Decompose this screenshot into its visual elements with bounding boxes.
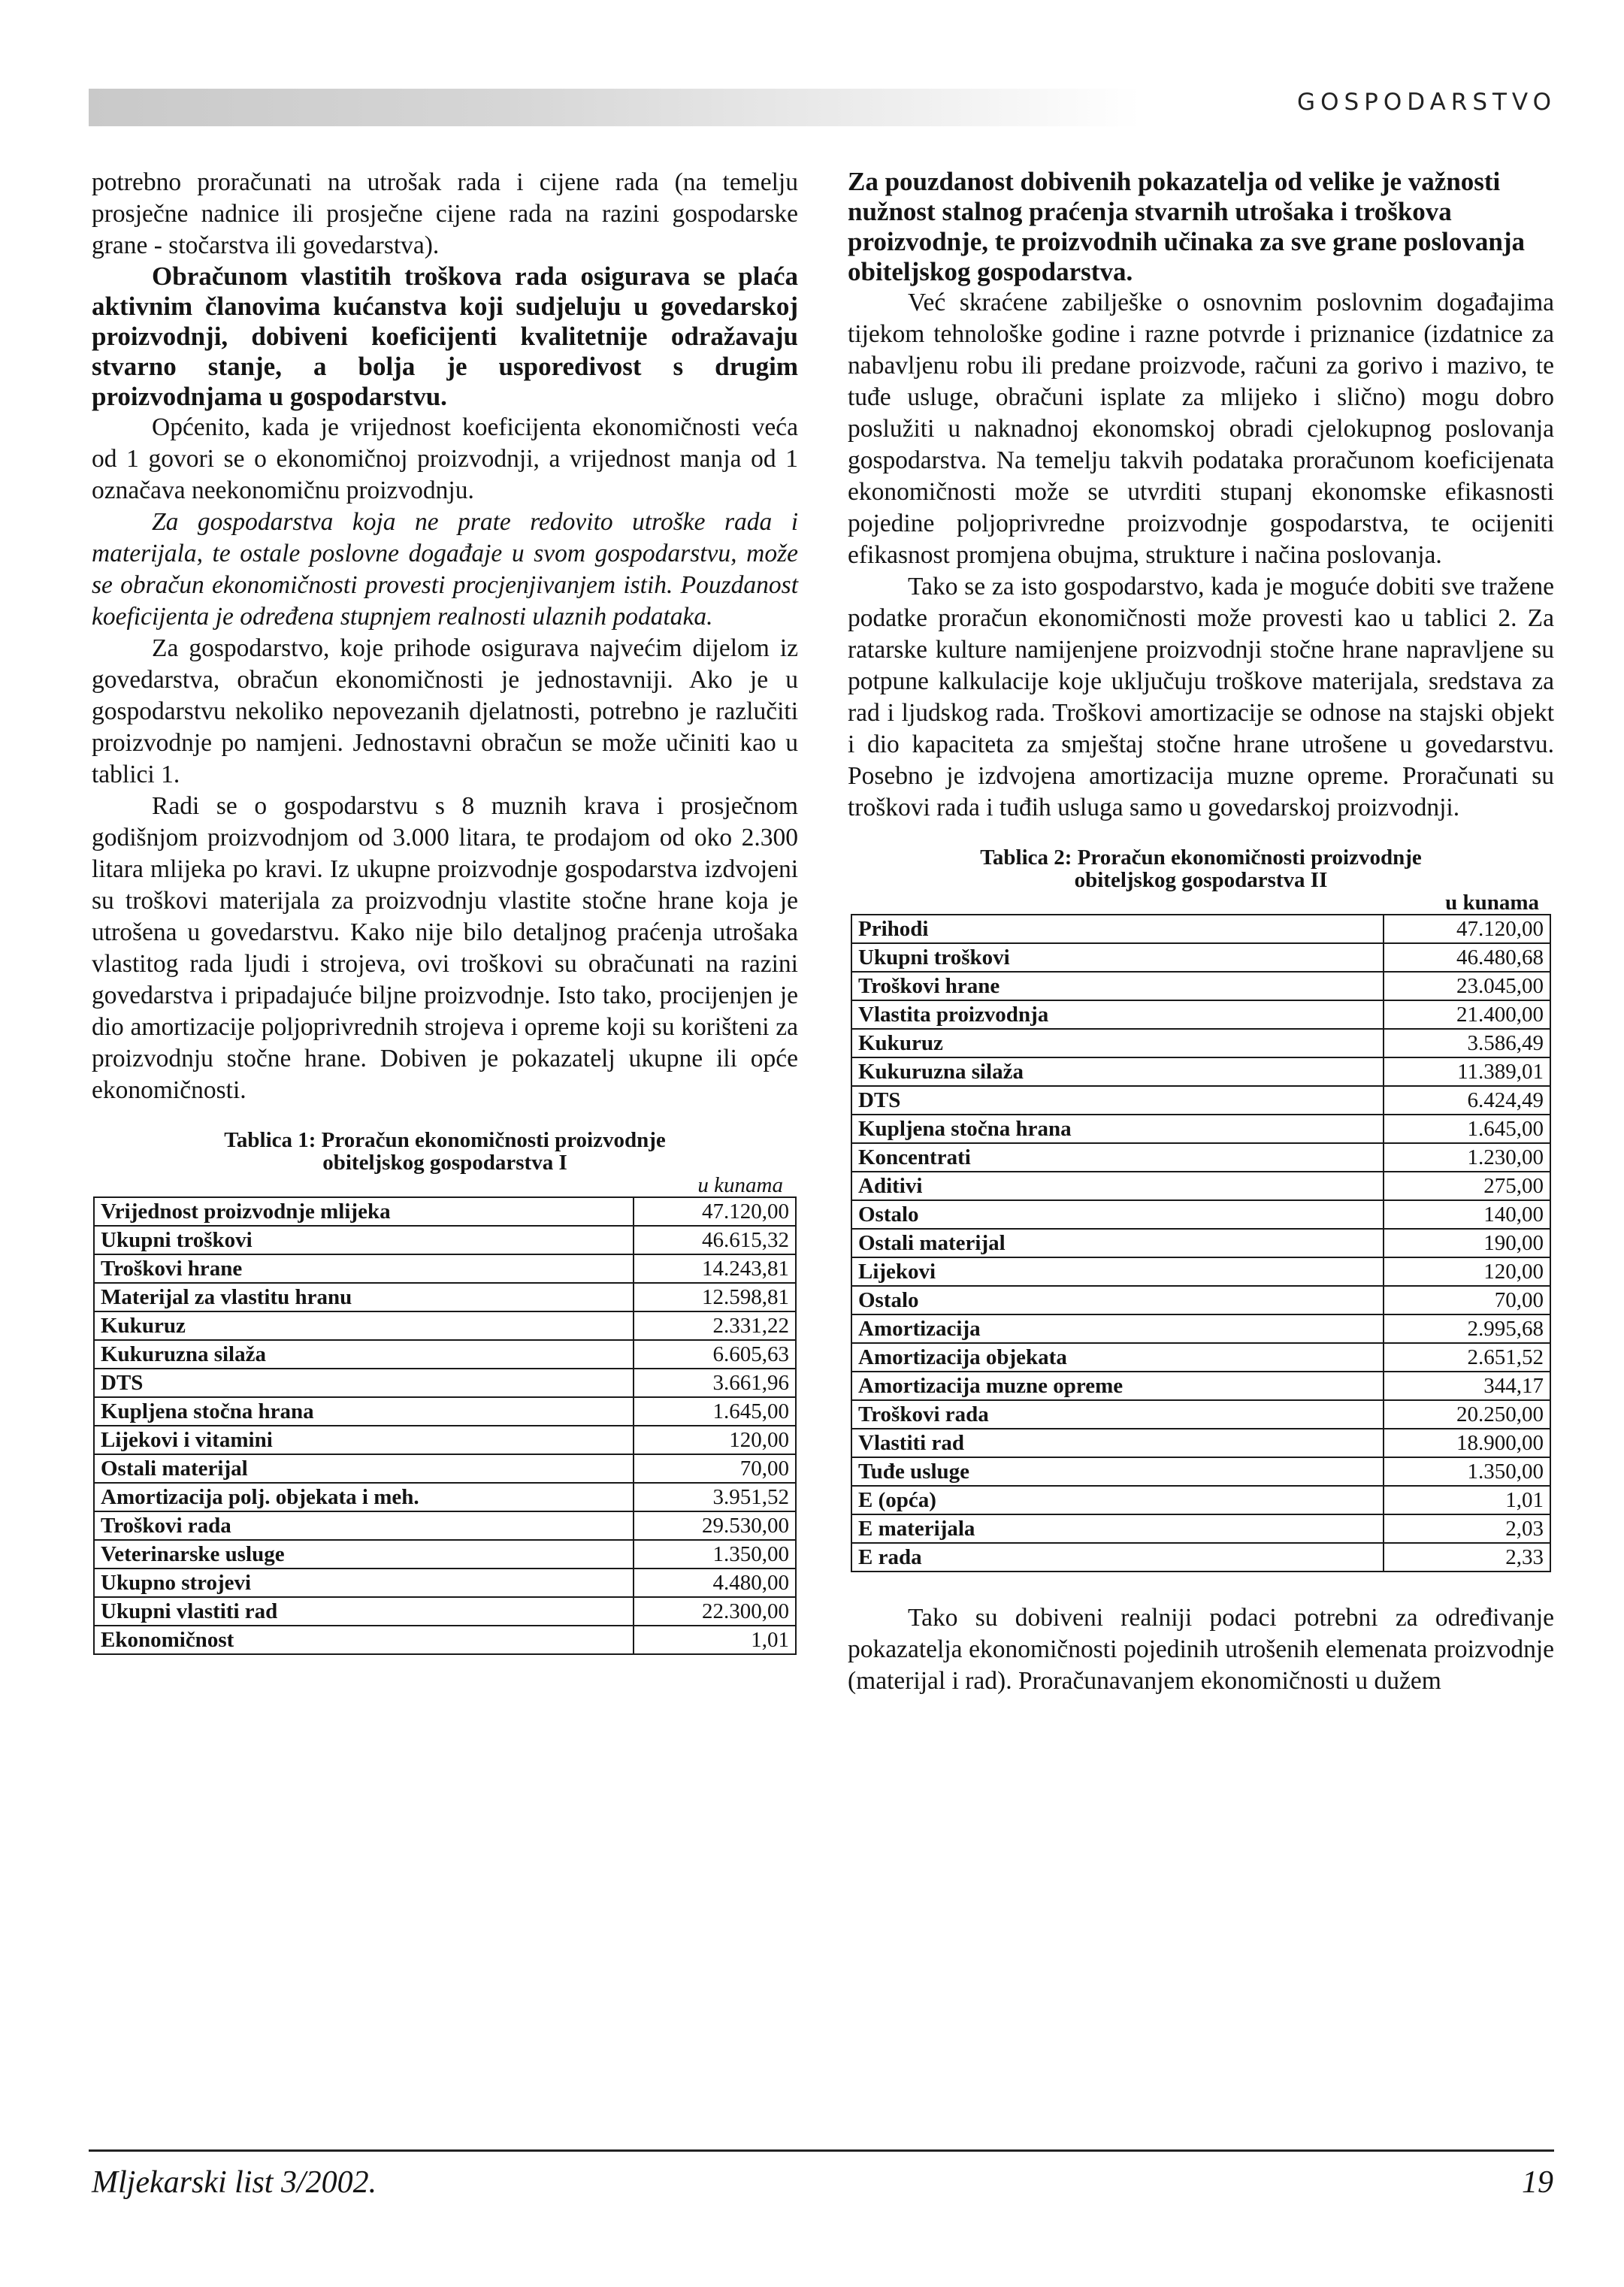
- row-label: E rada: [851, 1543, 1384, 1572]
- table-row: [851, 1286, 1550, 1314]
- row-label: Lijekovi: [851, 1257, 1384, 1286]
- row-label: DTS: [851, 1086, 1384, 1115]
- row-label: E materijala: [851, 1514, 1384, 1543]
- row-label: Troškovi hrane: [851, 972, 1384, 1000]
- row-value: 190,00: [1384, 1229, 1550, 1257]
- table-row: [94, 1369, 796, 1397]
- row-value: 1.350,00: [1384, 1457, 1550, 1486]
- table-row: [851, 1372, 1550, 1400]
- table-caption: obiteljskog gospodarstva I: [322, 1151, 567, 1175]
- paragraph: Za gospodarstvo, koje prihode osigurava najvećim dijelom iz govedarstva, obračun ekonomičnosti je jednostavniji. Ako je u gospodarstvu nekoliko nepovezanih djelatnosti, potrebno je razlučiti proizvodnje po namjeni. Jednostavni obračun se može učiniti kao u tablici 1.: [92, 634, 798, 788]
- header-decoration: [89, 89, 1141, 126]
- table-row: [851, 1200, 1550, 1229]
- table-row: [94, 1426, 796, 1454]
- table-row: [851, 1143, 1550, 1172]
- row-value: 4.480,00: [634, 1569, 796, 1597]
- row-label: Lijekovi i vitamini: [94, 1426, 634, 1454]
- paragraph: Radi se o gospodarstvu s 8 muznih krava i prosječnom godišnjom proizvodnjom od 3.000 litara, te prodajom od oko 2.300 litara mlijeka po kravi. Iz ukupne proizvodnje gospodarstva izdvojeni su troškovi materijala za proizvodnju vlastite stočne hrane koja je utrošena u govedarstvu. Kako nije bilo detaljnog praćenja utrošaka vlastitog rada ljudi i strojeva, ovi troškovi su obračunati na razini govedarstva i pripadajuće biljne proizvodnje. Isto tako, procijenjen je dio amortizacije poljoprivrednih strojeva i opreme koji su korišteni za proizvodnju stočne hrane. Dobiven je pokazatelj ukupne ili opće ekonomičnosti.: [92, 792, 798, 1104]
- row-label: Ekonomičnost: [94, 1626, 634, 1654]
- row-label: Ostali materijal: [94, 1454, 634, 1483]
- row-label: Amortizacija muzne opreme: [851, 1372, 1384, 1400]
- table-row: [94, 1340, 796, 1369]
- row-value: 6.424,49: [1384, 1086, 1550, 1115]
- table-row: [851, 1115, 1550, 1143]
- row-label: Amortizacija polj. objekata i meh.: [94, 1483, 634, 1511]
- table-row: [94, 1254, 796, 1283]
- row-value: 14.243,81: [634, 1254, 796, 1283]
- row-value: 29.530,00: [634, 1511, 796, 1540]
- table-row: [94, 1597, 796, 1626]
- row-label: DTS: [94, 1369, 634, 1397]
- row-label: Kupljena stočna hrana: [851, 1115, 1384, 1143]
- table-row: [94, 1540, 796, 1569]
- row-label: Amortizacija: [851, 1314, 1384, 1343]
- table-row: [851, 1514, 1550, 1543]
- table-row: [94, 1483, 796, 1511]
- row-value: 2.331,22: [634, 1311, 796, 1340]
- row-value: 18.900,00: [1384, 1429, 1550, 1457]
- table-caption: obiteljskog gospodarstva II: [1074, 868, 1328, 892]
- table-row: [851, 972, 1550, 1000]
- paragraph: Općenito, kada je vrijednost koeficijenta ekonomičnosti veća od 1 govori se o ekonomičnoj proizvodnji, a vrijednost manja od 1 označava neekonomičnu proizvodnju.: [92, 413, 798, 504]
- table-row: [851, 1000, 1550, 1029]
- paragraph: Tako su dobiveni realniji podaci potrebni za određivanje pokazatelja ekonomičnosti pojedinih utrošenih elemenata proizvodnje (materijal i rad). Proračunavanjem ekonomičnosti u dužem: [848, 1604, 1554, 1695]
- table-row: [851, 1086, 1550, 1115]
- row-value: 22.300,00: [634, 1597, 796, 1626]
- bold-paragraph: Za pouzdanost dobivenih pokazatelja od velike je važnosti nužnost stalnog praćenja stvarnih utrošaka i troškova proizvodnje, te proizvodnih učinaka za sve grane poslovanja obiteljskog gospodarstva.: [848, 167, 1525, 286]
- section-title: GOSPODARSTVO: [1297, 89, 1556, 116]
- table-2-grid: [851, 914, 1551, 1572]
- row-value: 1.645,00: [1384, 1115, 1550, 1143]
- row-label: Ukupni vlastiti rad: [94, 1597, 634, 1626]
- table-row: [851, 1172, 1550, 1200]
- table-1-grid: [93, 1196, 797, 1655]
- row-label: Kukuruz: [851, 1029, 1384, 1057]
- row-value: 47.120,00: [634, 1197, 796, 1226]
- table-row: [851, 1457, 1550, 1486]
- row-value: 70,00: [1384, 1286, 1550, 1314]
- row-value: 344,17: [1384, 1372, 1550, 1400]
- table-row: [851, 1343, 1550, 1372]
- row-value: 2.651,52: [1384, 1343, 1550, 1372]
- table-row: [851, 1057, 1550, 1086]
- table-row: [851, 915, 1550, 943]
- row-label: Ostali materijal: [851, 1229, 1384, 1257]
- row-label: Kukuruzna silaža: [851, 1057, 1384, 1086]
- row-label: Kukuruz: [94, 1311, 634, 1340]
- row-label: Materijal za vlastitu hranu: [94, 1283, 634, 1311]
- row-label: Amortizacija objekata: [851, 1343, 1384, 1372]
- table-row: [851, 1429, 1550, 1457]
- row-value: 3.661,96: [634, 1369, 796, 1397]
- row-label: Ukupni troškovi: [851, 943, 1384, 972]
- table-row: [94, 1569, 796, 1597]
- table-row: [851, 1229, 1550, 1257]
- table-row: [851, 1486, 1550, 1514]
- paragraph: Već skraćene zabilješke o osnovnim poslovnim događajima tijekom tehnološke godine i razne potvrde i priznanice (izdatnice za nabavljenu robu ili predane proizvode, računi za gorivo i mazivo, te tuđe usluge, obračuni isplate za mlijeko i slično) mogu dobro poslužiti u naknadnoj ekonomskoj obradi cjelokupnog poslovanja gospodarstva. Na temelju takvih podataka proračunom koeficijenata ekonomičnosti može se utvrditi stupanj ekonomske efikasnosti pojedine poljoprivredne proizvodnje gospodarstva, te ocijeniti efikasnost promjena obujma, strukture i načina poslovanja.: [848, 289, 1554, 569]
- row-value: 70,00: [634, 1454, 796, 1483]
- bold-paragraph: Obračunom vlastitih troškova rada osigurava se plaća aktivnim članovima kućanstva koji sudjeluju u govedarskoj proizvodnji, dobiveni koeficijenti kvalitetnije odražavaju stvarno stanje, a bolja je usporedivost s drugim proizvodnjama u gospodarstvu.: [92, 262, 798, 411]
- table-row: [94, 1283, 796, 1311]
- row-value: 1.230,00: [1384, 1143, 1550, 1172]
- row-value: 46.615,32: [634, 1226, 796, 1254]
- table-unit: u kunama: [697, 1173, 783, 1197]
- row-value: 3.586,49: [1384, 1029, 1550, 1057]
- row-label: Vlastita proizvodnja: [851, 1000, 1384, 1029]
- row-value: 140,00: [1384, 1200, 1550, 1229]
- row-label: Kukuruzna silaža: [94, 1340, 634, 1369]
- row-value: 1,01: [634, 1626, 796, 1654]
- paragraph: Tako se za isto gospodarstvo, kada je moguće dobiti sve tražene podatke proračun ekonomičnosti može provesti kao u tablici 2. Za ratarske kulture namijenjene proizvodnji stočne hrane napravljene su potpune kalkulacije koje uključuju troškove materijala, sredstava za rad i ljudskog rada. Troškovi amortizacije se odnose na stajski objekt i dio kapaciteta za smještaj stočne hrane utrošene u govedarstvu. Posebno je izdvojena amortizacija muzne opreme. Proračunati su troškovi rada i tuđih usluga samo u govedarskoj proizvodnji.: [848, 573, 1554, 821]
- row-value: 1,01: [1384, 1486, 1550, 1514]
- row-label: Troškovi hrane: [94, 1254, 634, 1283]
- table-row: [94, 1454, 796, 1483]
- row-value: 2.995,68: [1384, 1314, 1550, 1343]
- row-label: Vlastiti rad: [851, 1429, 1384, 1457]
- row-value: 120,00: [1384, 1257, 1550, 1286]
- italic-paragraph: Za gospodarstva koja ne prate redovito utroške rada i materijala, te ostale poslovne događaje u svom gospodarstvu, može se obračun ekonomičnosti provesti procjenjivanjem istih. Pouzdanost koeficijenta je određena stupnjem realnosti ulaznih podataka.: [92, 508, 798, 631]
- row-label: Ukupno strojevi: [94, 1569, 634, 1597]
- row-value: 1.645,00: [634, 1397, 796, 1426]
- row-value: 23.045,00: [1384, 972, 1550, 1000]
- table-unit: u kunama: [1445, 891, 1539, 915]
- left-column: [92, 167, 798, 1655]
- footer-rule: [89, 2149, 1554, 2152]
- table-1: [92, 1129, 798, 1655]
- table-row: [851, 1029, 1550, 1057]
- row-value: 3.951,52: [634, 1483, 796, 1511]
- row-value: 120,00: [634, 1426, 796, 1454]
- row-label: Troškovi rada: [94, 1511, 634, 1540]
- right-column: [848, 167, 1554, 1697]
- table-row: [94, 1626, 796, 1654]
- row-value: 21.400,00: [1384, 1000, 1550, 1029]
- table-row: [94, 1311, 796, 1340]
- journal-name: Mljekarski list 3/2002.: [92, 2165, 377, 2200]
- row-label: E (opća): [851, 1486, 1384, 1514]
- row-value: 12.598,81: [634, 1283, 796, 1311]
- row-label: Troškovi rada: [851, 1400, 1384, 1429]
- table-caption: Tablica 2: Proračun ekonomičnosti proizvodnje: [980, 846, 1422, 870]
- table-row: [94, 1197, 796, 1226]
- table-row: [851, 1400, 1550, 1429]
- page-number: 19: [1522, 2165, 1553, 2200]
- table-row: [851, 943, 1550, 972]
- row-label: Veterinarske usluge: [94, 1540, 634, 1569]
- table-row: [94, 1511, 796, 1540]
- row-value: 1.350,00: [634, 1540, 796, 1569]
- row-label: Koncentrati: [851, 1143, 1384, 1172]
- row-label: Kupljena stočna hrana: [94, 1397, 634, 1426]
- table-row: [851, 1257, 1550, 1286]
- row-label: Ukupni troškovi: [94, 1226, 634, 1254]
- row-label: Prihodi: [851, 915, 1384, 943]
- row-value: 2,03: [1384, 1514, 1550, 1543]
- row-value: 6.605,63: [634, 1340, 796, 1369]
- paragraph: potrebno proračunati na utrošak rada i cijene rada (na temelju prosječne nadnice ili prosječne cijene rada na razini gospodarske grane - stočarstva ili govedarstva).: [92, 168, 798, 259]
- table-caption: Tablica 1: Proračun ekonomičnosti proizvodnje: [224, 1128, 666, 1152]
- row-label: Aditivi: [851, 1172, 1384, 1200]
- row-label: Tuđe usluge: [851, 1457, 1384, 1486]
- row-value: 2,33: [1384, 1543, 1550, 1572]
- table-row: [94, 1397, 796, 1426]
- row-value: 46.480,68: [1384, 943, 1550, 972]
- row-label: Vrijednost proizvodnje mlijeka: [94, 1197, 634, 1226]
- table-row: [94, 1226, 796, 1254]
- row-label: Ostalo: [851, 1200, 1384, 1229]
- table-row: [851, 1543, 1550, 1572]
- row-label: Ostalo: [851, 1286, 1384, 1314]
- table-row: [851, 1314, 1550, 1343]
- row-value: 11.389,01: [1384, 1057, 1550, 1086]
- row-value: 275,00: [1384, 1172, 1550, 1200]
- table-2: [848, 846, 1554, 1572]
- row-value: 47.120,00: [1384, 915, 1550, 943]
- row-value: 20.250,00: [1384, 1400, 1550, 1429]
